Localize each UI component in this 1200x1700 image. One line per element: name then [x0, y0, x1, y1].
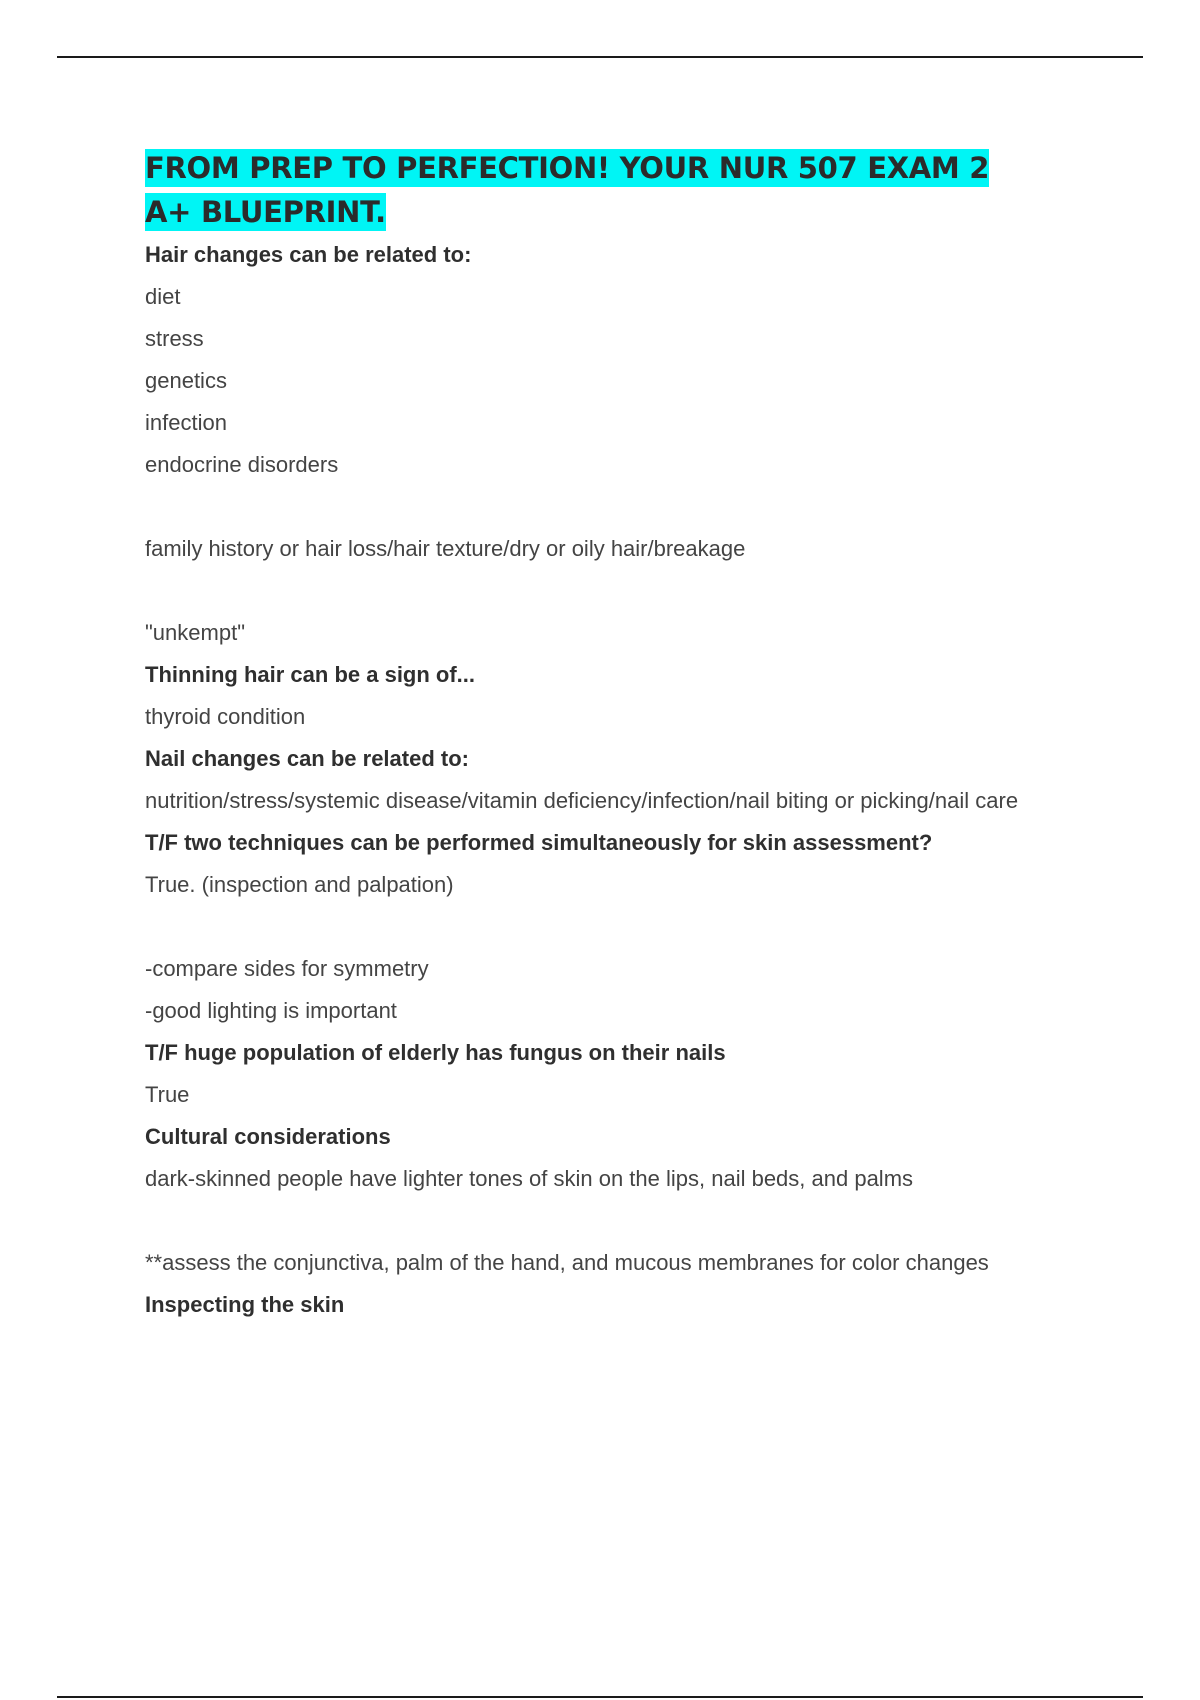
- document-body: [145, 146, 1105, 1326]
- answer-note: -good lighting is important: [145, 998, 397, 1023]
- answer-note: "unkempt": [145, 620, 245, 645]
- question-cultural-considerations: Cultural considerations: [145, 1124, 391, 1149]
- question-thinning-hair: Thinning hair can be a sign of...: [145, 662, 476, 687]
- spacer: [145, 906, 1105, 948]
- bottom-rule: [57, 1696, 1143, 1698]
- spacer: [145, 486, 1105, 528]
- answer-note: **assess the conjunctiva, palm of the hand, and mucous membranes for color changes: [145, 1250, 989, 1275]
- answer-item: infection: [145, 410, 227, 435]
- spacer: [145, 1200, 1105, 1242]
- answer-item: diet: [145, 284, 181, 309]
- question-hair-changes: Hair changes can be related to:: [145, 242, 472, 267]
- answer-item: stress: [145, 326, 204, 351]
- answer-item: nutrition/stress/systemic disease/vitamin deficiency/infection/nail biting or picking/nail care: [145, 788, 1019, 813]
- answer-item: thyroid condition: [145, 704, 306, 729]
- question-elderly-fungus: T/F huge population of elderly has fungus on their nails: [145, 1040, 726, 1065]
- answer-item: genetics: [145, 368, 227, 393]
- question-inspecting-skin: Inspecting the skin: [145, 1292, 345, 1317]
- question-two-techniques: T/F two techniques can be performed simultaneously for skin assessment?: [145, 830, 933, 855]
- spacer: [145, 570, 1105, 612]
- document-title: [145, 146, 1005, 234]
- answer-item: dark-skinned people have lighter tones of skin on the lips, nail beds, and palms: [145, 1166, 914, 1191]
- top-rule: [57, 56, 1143, 58]
- question-nail-changes: Nail changes can be related to:: [145, 746, 469, 771]
- title-highlight: FROM PREP TO PERFECTION! YOUR NUR 507 EXAM 2 A+ BLUEPRINT.: [145, 151, 990, 229]
- answer-note: -compare sides for symmetry: [145, 956, 429, 981]
- answer-item: True: [145, 1082, 190, 1107]
- answer-item: endocrine disorders: [145, 452, 339, 477]
- answer-item: True. (inspection and palpation): [145, 872, 454, 897]
- answer-note: family history or hair loss/hair texture/dry or oily hair/breakage: [145, 536, 746, 561]
